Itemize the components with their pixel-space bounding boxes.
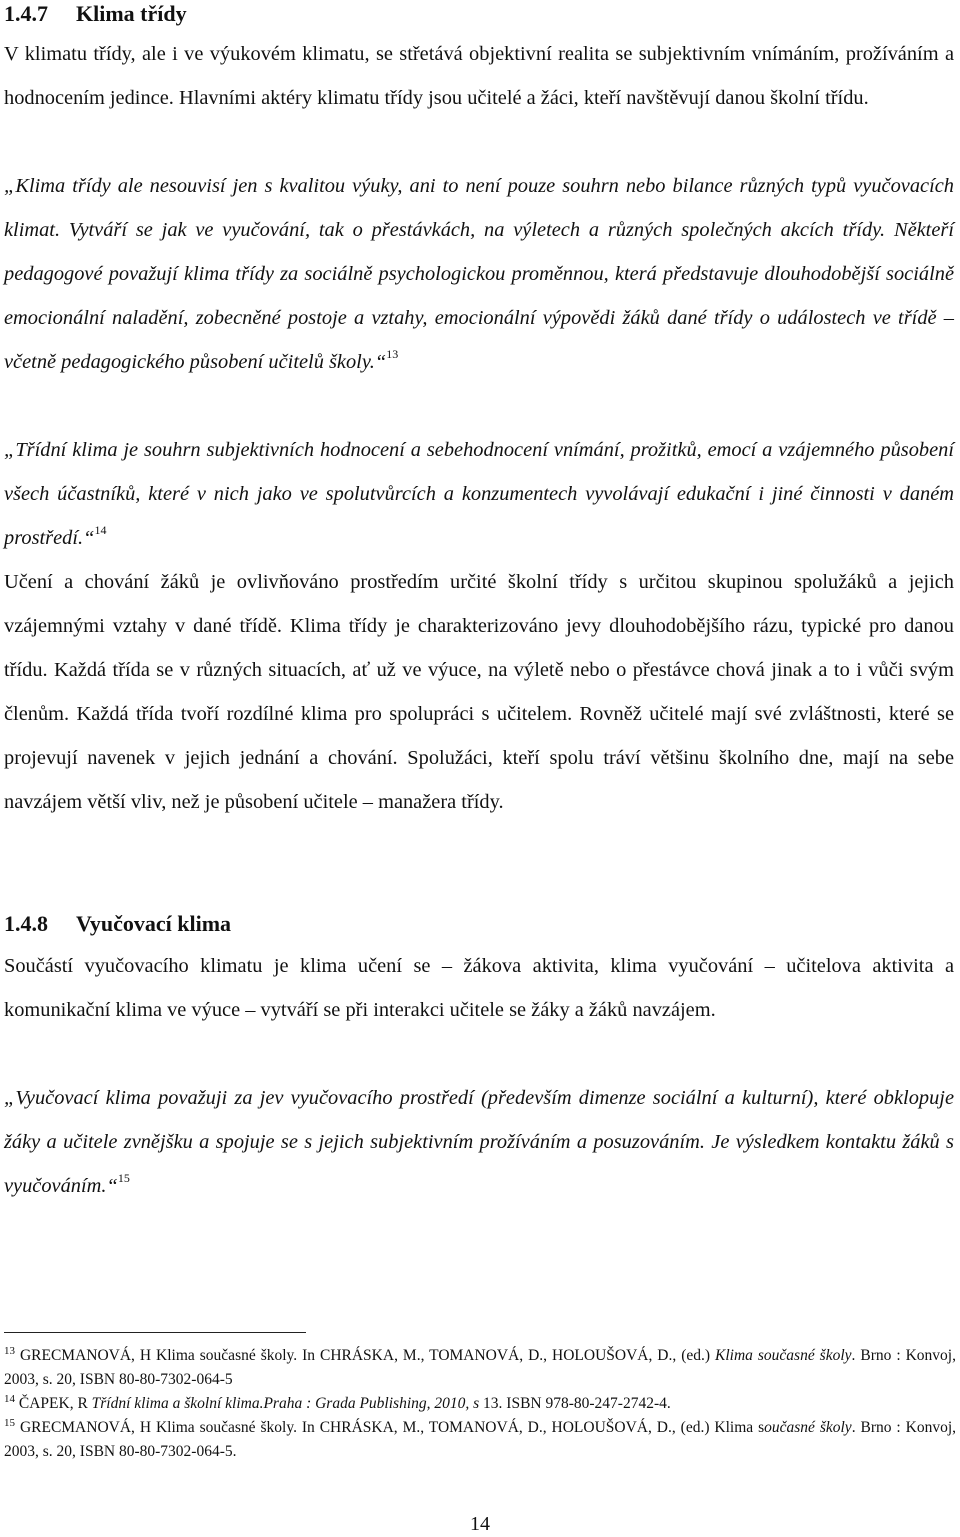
- footnote-text: GRECMANOVÁ, H Klima současné školy. In CHRÁSKA, M., TOMANOVÁ, D., HOLOUŠOVÁ, D., (ed.) Klima s: [19, 1419, 765, 1436]
- paragraph-classroom-climate-intro: V klimatu třídy, ale i ve výukovém klimatu, se střetává objektivní realita se subjektivním vnímáním, prožíváním a hodnocením jedince. Hlavními aktéry klimatu třídy jsou učitelé a žáci, kteří navštěvují danou školní třídu.: [4, 43, 954, 109]
- paragraph-teaching-climate: Součástí vyučovacího klimatu je klima učení se – žákova aktivita, klima vyučování – učitelova aktivita a komunikační klima ve výuce – vytváří se při interakci učitele se žáky a žáků navzájem.: [4, 955, 954, 1021]
- quote-classroom-climate: [4, 164, 954, 384]
- section-title: Klima třídy: [76, 1, 187, 26]
- footnote-ref-15: 15: [117, 1171, 130, 1185]
- footnote-details: 13. ISBN 978-80-247-2742-4.: [479, 1395, 671, 1412]
- footnote-number: 14: [4, 1393, 15, 1405]
- footnote-number: 15: [4, 1417, 15, 1429]
- footnote-14: [4, 1392, 956, 1416]
- section-number: 1.4.7: [4, 1, 48, 26]
- quote-class-climate-definition: [4, 428, 954, 560]
- footnote-text: ČAPEK, R: [18, 1395, 92, 1412]
- footnote-title: oučasné školy: [764, 1419, 852, 1436]
- footnote-title: Třídní klima a školní klima.Praha : Grada Publishing, 2010, s: [91, 1395, 480, 1412]
- page-number: 14: [470, 1513, 490, 1535]
- section-number: 1.4.8: [4, 911, 48, 936]
- footnote-separator: [4, 1332, 306, 1333]
- footnote-title: Klima současné školy: [715, 1347, 852, 1364]
- section-heading-1-4-7: [4, 0, 187, 28]
- footnote-details: . Brno : Konvoj, 2003, s. 20, ISBN 80-80-7302-064-5.: [4, 1419, 957, 1460]
- footnote-ref-14: 14: [94, 523, 107, 537]
- footnote-number: 13: [4, 1345, 15, 1357]
- footnotes: [4, 1344, 956, 1464]
- footnote-13: [4, 1344, 956, 1392]
- quote-text: „Klima třídy ale nesouvisí jen s kvalitou výuky, ani to není pouze souhrn nebo bilance různých typů vyučovacích klimat. Vytváří se jak ve vyučování, tak o přestávkách, na výletech a různých společných akcích třídy. Někteří pedagogové považují klima třídy za sociálně psychologickou proměnnou, která představuje dlouhodobější sociálně emocionální naladění, zobecněné postoje a vztahy, emocionální výpovědi žáků dané třídy o událostech ve třídě – včetně pedagogického působení učitelů školy.“: [4, 175, 954, 373]
- footnote-text: GRECMANOVÁ, H Klima současné školy. In CHRÁSKA, M., TOMANOVÁ, D., HOLOUŠOVÁ, D., (ed.): [19, 1347, 716, 1364]
- footnote-ref-13: 13: [386, 347, 399, 361]
- paragraph-learning-behaviour: Učení a chování žáků je ovlivňováno prostředím určité školní třídy s určitou skupinou spolužáků a jejich vzájemnými vztahy v dané třídě. Klima třídy je charakterizováno jevy dlouhodobějšího rázu, typické pro danou třídu. Každá třída se v různých situacích, ať už ve výuce, na výletě nebo o přestávce chová jinak a to i vůči svým členům. Každá třída tvoří rozdílné klima pro spolupráci s učitelem. Rovněž učitelé mají své zvláštnosti, které se projevují navenek v jejich jednání a chování. Spolužáci, kteří spolu tráví většinu školního dne, mají na sebe navzájem větší vliv, než je působení učitele – manažera třídy.: [4, 571, 954, 813]
- section-title: Vyučovací klima: [76, 911, 232, 936]
- quote-text: „Vyučovací klima považuji za jev vyučovacího prostředí (především dimenze sociální a kulturní), které obklopuje žáky a učitele zvnějšku a spojuje se s jejich subjektivním prožíváním a posuzováním. Je výsledkem kontaktu žáků s vyučováním.“: [4, 1087, 954, 1197]
- footnote-15: [4, 1416, 956, 1464]
- quote-teaching-climate: [4, 1076, 954, 1208]
- quote-text: „Třídní klima je souhrn subjektivních hodnocení a sebehodnocení vnímání, prožitků, emocí a vzájemného působení všech účastníků, které v nich jako ve spolutvůrcích a konzumentech vyvolávají edukační i jiné činnosti v daném prostředí.“: [4, 439, 954, 549]
- footnote-details: . Brno : Konvoj, 2003, s. 20, ISBN 80-80-7302-064-5: [4, 1347, 956, 1388]
- section-heading-1-4-8: [4, 910, 231, 938]
